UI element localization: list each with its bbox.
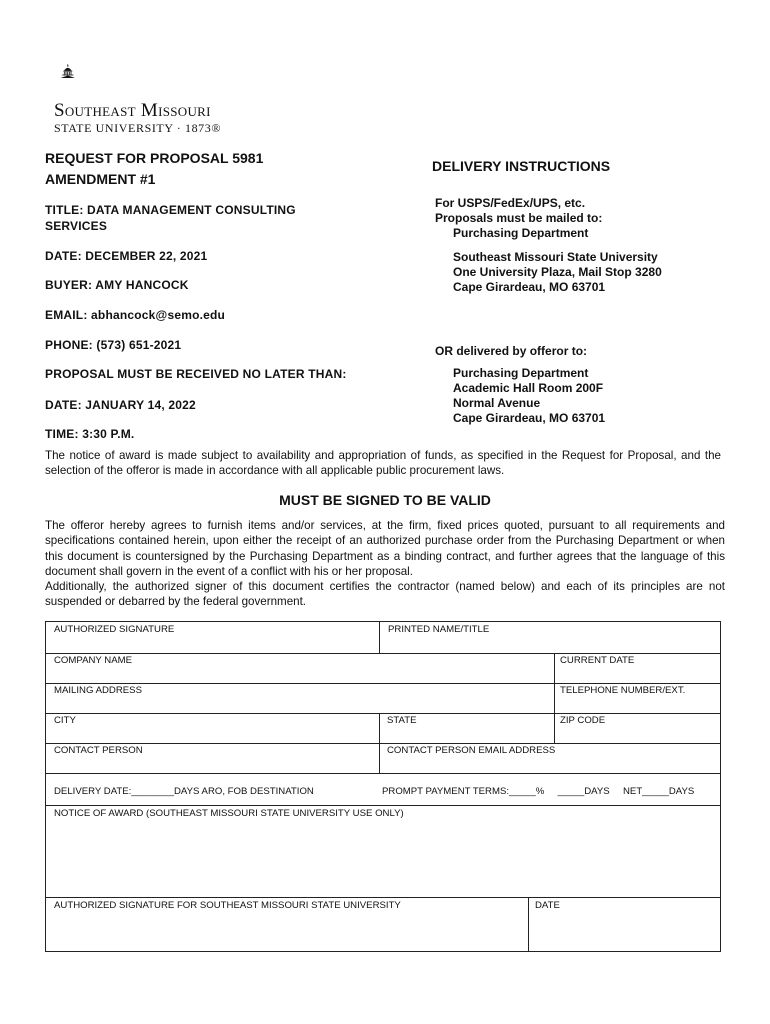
zip-code-field[interactable]: ZIP CODE bbox=[560, 715, 606, 726]
delivery-date-field[interactable]: DELIVERY DATE:________DAYS ARO, FOB DESTINATION bbox=[54, 786, 314, 797]
university-dome-logo bbox=[60, 50, 120, 102]
mail-line-3: Purchasing Department bbox=[453, 226, 589, 240]
mail-line-1: For USPS/FedEx/UPS, etc. bbox=[435, 196, 586, 210]
contact-person-field[interactable]: CONTACT PERSON bbox=[54, 745, 143, 756]
company-name-field[interactable]: COMPANY NAME bbox=[54, 655, 133, 666]
buyer-phone: PHONE: (573) 651-2021 bbox=[45, 338, 182, 352]
buyer: BUYER: AMY HANCOCK bbox=[45, 278, 189, 292]
printed-name-field[interactable]: PRINTED NAME/TITLE bbox=[388, 624, 490, 635]
authorized-signature-field[interactable]: AUTHORIZED SIGNATURE bbox=[54, 624, 175, 635]
delivery-address-line-2: Academic Hall Room 200F bbox=[453, 381, 604, 395]
delivered-by-label: OR delivered by offeror to: bbox=[435, 344, 588, 358]
payment-terms-field[interactable]: PROMPT PAYMENT TERMS:_____% _____DAYS NET_____DAYS bbox=[382, 786, 695, 797]
deadline-label: PROPOSAL MUST BE RECEIVED NO LATER THAN: bbox=[45, 367, 347, 381]
telephone-field[interactable]: TELEPHONE NUMBER/EXT. bbox=[560, 685, 686, 696]
offeror-signature-form bbox=[45, 621, 721, 952]
deadline-time: TIME: 3:30 P.M. bbox=[45, 427, 135, 441]
buyer-email[interactable]: EMAIL: abhancock@semo.edu bbox=[45, 308, 226, 322]
delivery-address-line-1: Purchasing Department bbox=[453, 366, 589, 380]
agreement-paragraph: The offeror hereby agrees to furnish items and/or services, at the firm, fixed prices quoted, pursuant to all requirements and specifications contained herein, upon either the receipt of an authorized purchase order from the Purchasing Department or when this document is countersigned by the Purchasing Department as a binding contract, and further agrees that the language of this document shall govern in the event of a conflict with his or her proposal. bbox=[45, 519, 725, 579]
certification-paragraph: Additionally, the authorized signer of this document certifies the contractor (named below) and each of its principles are not suspended or debarred by the federal government. bbox=[45, 580, 725, 609]
mail-address-line-3: Cape Girardeau, MO 63701 bbox=[453, 280, 606, 294]
rfp-title: TITLE: DATA MANAGEMENT CONSULTING bbox=[45, 203, 296, 217]
university-name: Southeast Missouri bbox=[54, 100, 211, 121]
mailing-address-field[interactable]: MAILING ADDRESS bbox=[54, 685, 142, 696]
rfp-heading: REQUEST FOR PROPOSAL 5981 bbox=[45, 150, 264, 166]
semo-signature-field[interactable]: AUTHORIZED SIGNATURE FOR SOUTHEAST MISSOURI STATE UNIVERSITY bbox=[54, 900, 401, 911]
mail-address-line-2: One University Plaza, Mail Stop 3280 bbox=[453, 265, 662, 279]
current-date-field[interactable]: CURRENT DATE bbox=[560, 655, 635, 666]
amendment-label: AMENDMENT #1 bbox=[45, 171, 156, 187]
semo-date-field[interactable]: DATE bbox=[535, 900, 560, 911]
delivery-address-line-4: Cape Girardeau, MO 63701 bbox=[453, 411, 606, 425]
city-field[interactable]: CITY bbox=[54, 715, 76, 726]
mail-address-line-1: Southeast Missouri State University bbox=[453, 250, 658, 264]
rfp-date: DATE: DECEMBER 22, 2021 bbox=[45, 249, 208, 263]
signature-required-heading: MUST BE SIGNED TO BE VALID bbox=[279, 492, 491, 508]
notice-paragraph: The notice of award is made subject to availability and appropriation of funds, as specified in the Request for Proposal, and the selection of the offeror is made in accordance with all applicable public procurement laws. bbox=[45, 449, 721, 478]
delivery-heading: DELIVERY INSTRUCTIONS bbox=[432, 158, 611, 174]
delivery-address-line-3: Normal Avenue bbox=[453, 396, 541, 410]
contact-email-field[interactable]: CONTACT PERSON EMAIL ADDRESS bbox=[387, 745, 556, 756]
state-field[interactable]: STATE bbox=[387, 715, 417, 726]
rfp-title-cont: SERVICES bbox=[45, 219, 108, 233]
deadline-date: DATE: JANUARY 14, 2022 bbox=[45, 398, 196, 412]
university-subtitle: STATE UNIVERSITY · 1873® bbox=[54, 121, 222, 135]
mail-line-2: Proposals must be mailed to: bbox=[435, 211, 603, 225]
notice-of-award-label: NOTICE OF AWARD (SOUTHEAST MISSOURI STATE UNIVERSITY USE ONLY) bbox=[54, 808, 404, 819]
